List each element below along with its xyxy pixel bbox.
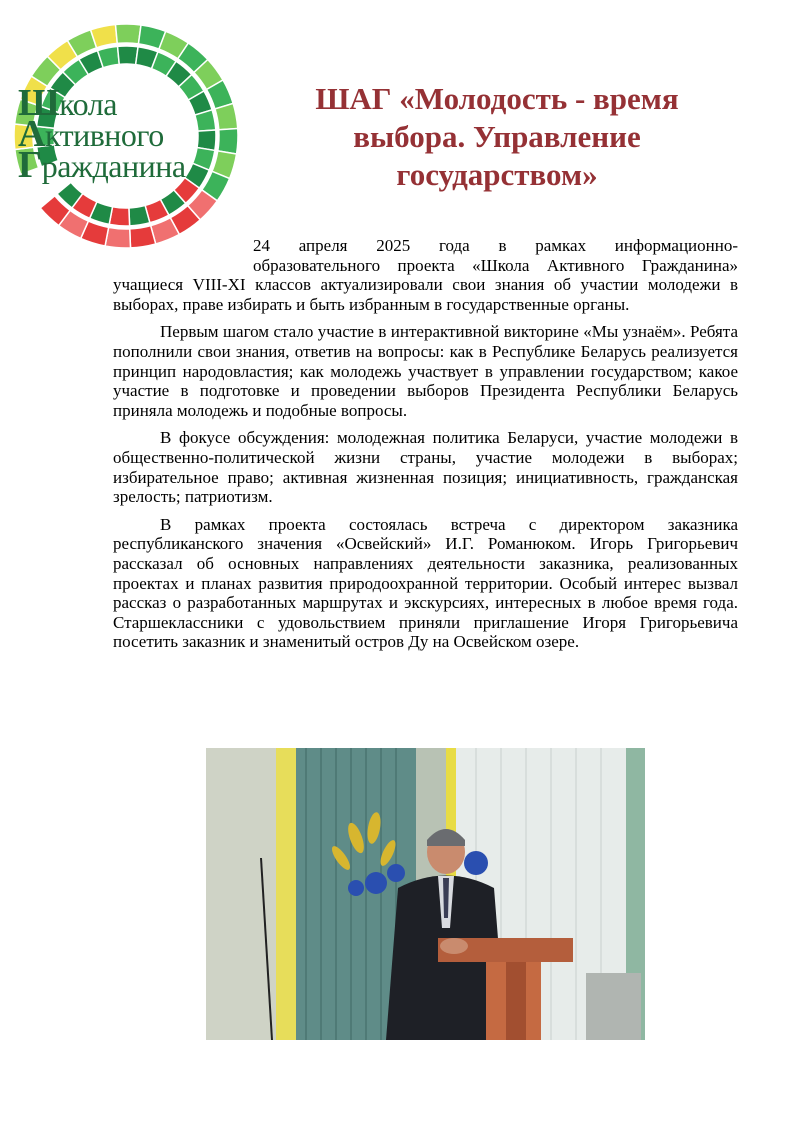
logo-line-1-rest: кола bbox=[59, 86, 117, 122]
event-photo bbox=[206, 748, 645, 1040]
logo-line-3-rest: ражданина bbox=[41, 148, 186, 184]
paragraph-1-line-b: образовательного проекта «Школа Активного Гражданина» bbox=[253, 255, 738, 275]
article-body bbox=[113, 236, 738, 660]
logo-ring-segment bbox=[115, 24, 141, 44]
paragraph-1-line-a: 24 апреля 2025 года в рамках информационно- bbox=[253, 236, 738, 255]
logo-line-2-rest: ктивного bbox=[44, 117, 164, 153]
paragraph-1-rest: учащиеся VIII-XI классов актуализировали свои знания об участии молодежи в выборах, праве избирать и быть избранным в государственные органы. bbox=[113, 275, 738, 314]
school-logo bbox=[8, 14, 244, 258]
paragraph-4: В рамках проекта состоялась встреча с директором заказника республиканского значения «Освейский» И.Г. Романюком. Игорь Григорьевич рассказал об основных направлениях деятельности заказника, реализованных проектах и планах развития природоохранной территории. Особый интерес вызвал рассказ о разработанных маршрутах и экскурсиях, интересных в любое время года. Старшеклассники с удовольствием приняли приглашение Игоря Григорьевича посетить заказник и знаменитый остров Ду на Освейском озере. bbox=[113, 514, 738, 652]
paragraph-1-lead bbox=[113, 236, 738, 275]
paragraph-2: Первым шагом стало участие в интерактивной викторине «Мы узнаём». Ребята пополнили свои знания, ответив на вопросы: как в Республике Беларусь реализуется принцип народовластия; как молодежь участвует в управлении государством; какое участие в подготовке и проведении выборов Президента Республики Беларусь приняла молодежь и подобные вопросы. bbox=[113, 322, 738, 420]
page-title: ШАГ «Молодость - время выбора. Управление государством» bbox=[315, 81, 679, 192]
paragraph-3: В фокусе обсуждения: молодежная политика Беларуси, участие молодежи в общественно-политической жизни страны, участие молодежи в выборах; избирательное право; активная жизненная позиция; инициативность, гражданская зрелость; патриотизм. bbox=[113, 428, 738, 507]
logo-ring-segment bbox=[215, 103, 238, 129]
logo-ring-segment bbox=[118, 46, 138, 65]
logo-text: Школа Активного Гражданина bbox=[18, 82, 186, 186]
logo-ring-segment bbox=[218, 128, 238, 153]
